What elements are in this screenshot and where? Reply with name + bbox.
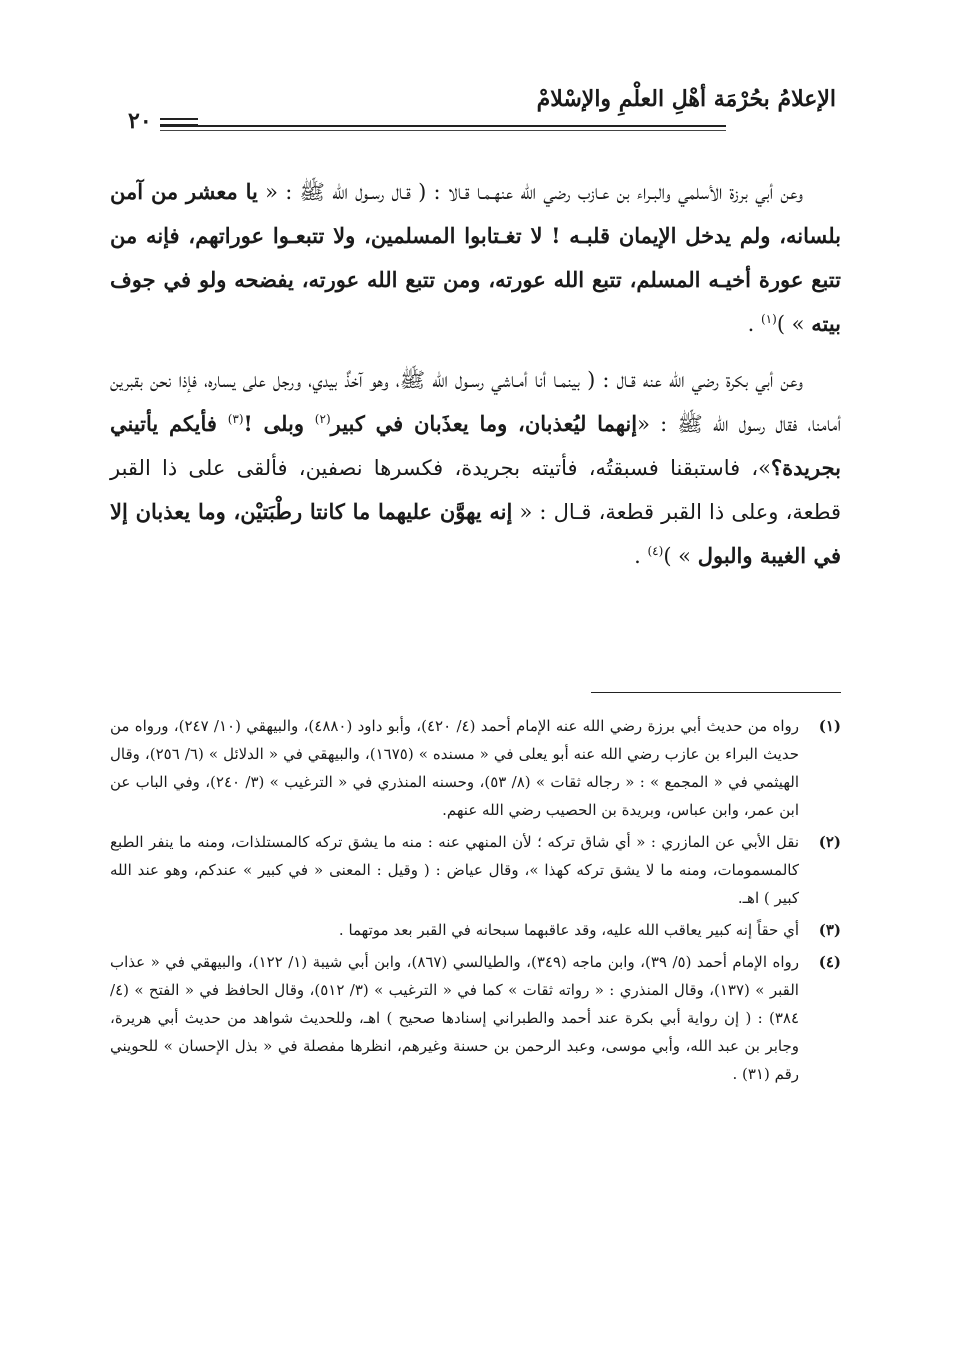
footnote-number: (٣) [818,921,841,939]
footnote-1 [110,712,841,824]
footnote-separator [591,692,841,693]
footnote-text: أي حقاً إنه كبير يعاقب الله عليه، وقد عاقبهما سبحانه في القبر بعد موتهما . [338,921,799,939]
paragraph-2: وعن أبي بكرة رضي الله عنه قـال : ( بينمـا أنا أمـاشي رسـول الله ﷺ، وهو آخذٌ بيدي، ورجل على يساره، فإذا نحن بقبرين أمامنا، فقال رسول الله ﷺ : «إنهما ليُعذبان، وما يعذَبان في كبير$^{(٢)}$ وبلى !$^{(٣)}$ فأيكم يأتيني بجريدة؟»، فاستبقنا فسبقتُه، فأتيته بجريدة، فكسرها نصفين، فألقى على ذا القبر قطعة، وعلى ذا القبر قطعة، قـال : « إنه يهوَّن عليهما ما كانتا رطْبَتيْن، وما يعذبان إلا في الغيبة والبول » )$^{(٤)}$ . [110,368,841,568]
paragraph-1: وعن أبي برزة الأسلمي والبـراء بن عـازب رضي الله عنهـمـا قـالا : ( قـال رسـول الله ﷺ : « يا معشر من آمن بلسانه، ولم يدخل الإيمان قلبـه ! لا تغـتابوا المسلمين، ولا تتبعـوا عوراتهم، فإنه من تتبع عورة أخيـه المسلم، تتبع الله عورته، ومن تتبع الله عورته، يفضحه ولو في جوف بيته » )$^{(١)}$ . [110,179,841,336]
hadith-text-2b: وبلى ! [243,411,315,436]
page-number: ٢٠ [120,108,160,134]
book-title: الإعلامُ بحُرْمَة أهْلِ العلْمِ والإسْلامْ [536,86,836,112]
hadith-text-2a: إنهما ليُعذبان، وما يعذَبان في كبير [330,411,638,436]
page-number-ornament [158,118,198,130]
footnote-2 [110,828,841,912]
footnote-number: (٢) [818,833,841,851]
footnote-number: (١) [818,717,841,735]
paragraph-1-end: » ) [776,312,812,336]
paragraph-2-mid: »، فاستبقنا فسبقتُه، فأتيته بجريدة، فكسرها نصفين، فألقى على ذا القبر قطعة، وعلى ذا القبر قطعة، قـال : « [110,456,841,524]
paragraph-2-end: » ) [663,544,698,568]
footnotes [110,712,841,1092]
footnote-4 [110,948,841,1088]
footnote-text: رواه من حديث أبي برزة رضي الله عنه الإمام أحمد (٤/ ٤٢٠)، وأبو داود (٤٨٨٠)، والبيهقي (١٠/ ٢٤٧)، ورواه من حديث البراء بن عازب رضي الله عنه أبو يعلى في « مسنده » (١٦٧٥)، والبيهقي في « الدلائل » (٦/ ٢٥٦)، وقال الهيثمي في « المجمع » : « رجاله ثقات » (٨/ ٥٣)، وحسنه المنذري في « الترغيب » (٣/ ٢٤٠)، وفي الباب عن ابن عمر، وابن عباس، وبريدة بن الحصيب رضي الله عنهم. [110,717,799,819]
footnote-3 [110,916,841,944]
header-rule-thin [120,130,726,131]
footnote-text: نقل الأبي عن المازري : « أي شاق تركه ؛ لأن المنهي عنه : منه ما يشق تركه كالمستلذات، ومنه ما ينفر الطبع كالمسمومات، ومنه ما لا يشق تركه كهذا »، وقال عياض : ( وقيل : المعنى « في كبير » عندكم، وهو عند الله كبير ) اهـ. [110,833,799,907]
footnote-ref-4[interactable]: (٤) [647,544,664,558]
footnote-ref-1[interactable]: (١) [760,312,777,326]
hadith-text-2d: إنه يهوَّن عليهما ما كانتا رطْبَتيْن، وما يعذبان إلا في الغيبة والبول [110,499,841,568]
footnote-number: (٤) [818,953,841,971]
footnote-ref-2[interactable]: (٢) [314,412,331,426]
running-header [120,78,836,140]
footnote-text: رواه الإمام أحمد (٥/ ٣٩)، وابن ماجه (٣٤٩)، والطيالسي (٨٦٧)، وابن أبي شيبة (١/ ١٢٢)، والبيهقي في « عذاب القبر » (١٣٧)، وقال المنذري : « رواته ثقات » كما في « الترغيب » (٣/ ٥١٢)، وقال الحافظ في « الفتح » (٤/ ٣٨٤) : ( إن رواية أبي بكرة عند أحمد والطبراني إسنادها صحيح ) اهـ، وللحديث شواهد من حديث أبي هريرة، وجابر بن عبد الله، وأبي موسى، وعبد الرحمن بن حسنة وغيرهم، انظرها مفصلة في « بذل الإحسان » للحويني رقم (٣١) . [110,953,799,1083]
footnote-ref-3[interactable]: (٣) [227,412,244,426]
paragraph-1-intro: وعن أبي برزة الأسلمي والبـراء بن عـازب رضي الله عنهـمـا قـالا : ( قـال رسـول الله ﷺ : « [257,180,803,204]
header-rule [120,125,726,127]
hadith-text-2c: فأيكم يأتيني بجريدة؟ [110,411,841,480]
main-text [110,170,841,590]
hadith-text-1: يا معشر من آمن بلسانه، ولم يدخل الإيمان قلبـه ! لا تغـتابوا المسلمين، ولا تتبعـوا عوراتهم، فإنه من تتبع عورة أخيـه المسلم، تتبع الله عورته، ومن تتبع الله عورته، يفضحه ولو في جوف بيته [110,179,841,336]
paragraph-2-intro: وعن أبي بكرة رضي الله عنه قـال : ( بينمـا أنا أمـاشي رسـول الله ﷺ، وهو آخذٌ بيدي، ورجل على يساره، فإذا نحن بقبرين أمامنا، فقال رسول الله ﷺ : « [110,368,841,436]
